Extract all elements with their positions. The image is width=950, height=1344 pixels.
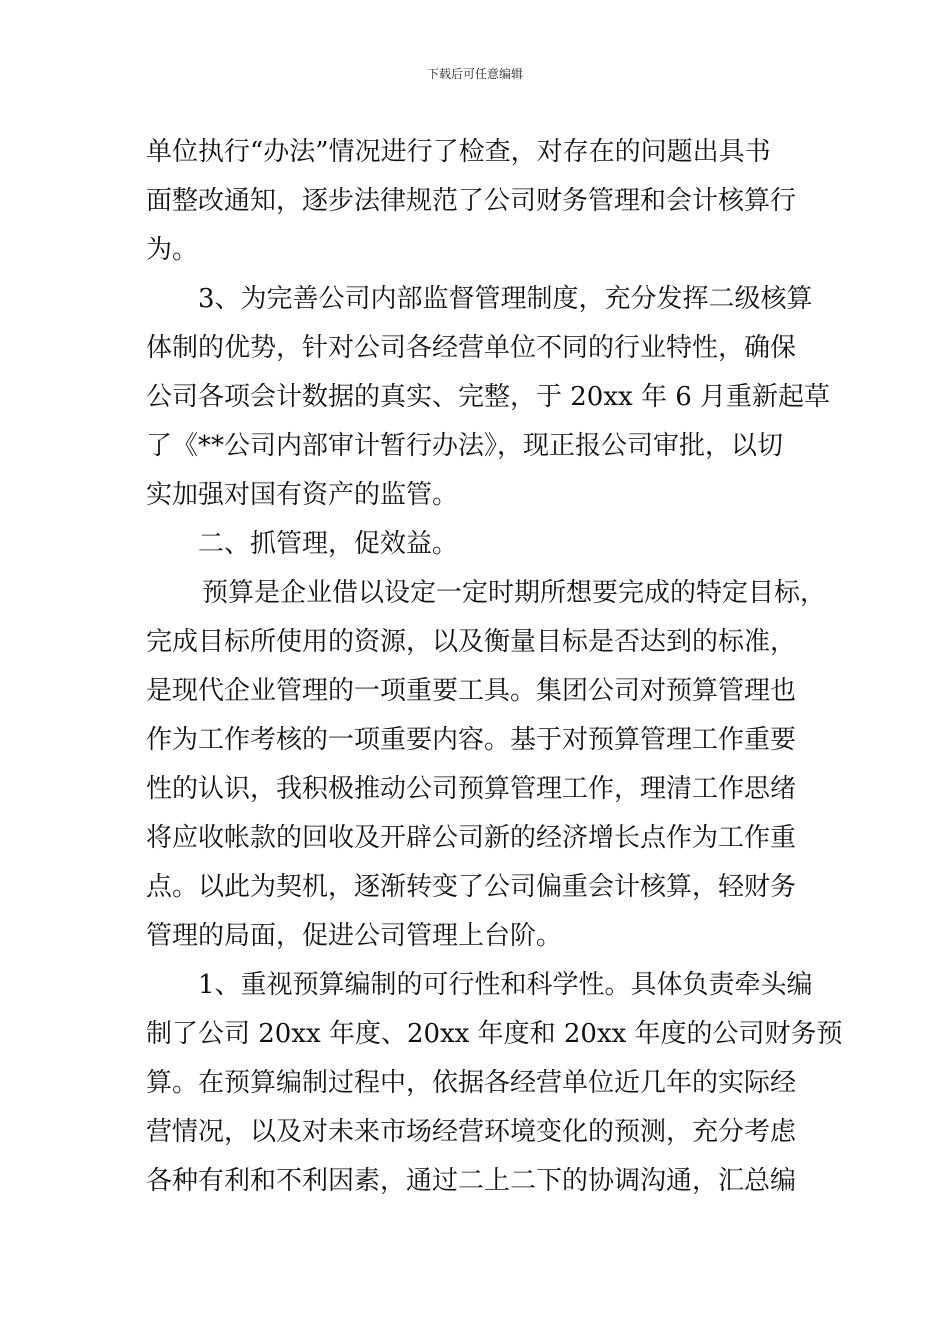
text-line: 3、为完善公司内部监督管理制度，充分发挥二级核算 — [198, 284, 813, 314]
text-line: 为。 — [146, 235, 199, 265]
text-line: 营情况，以及对未来市场经营环境变化的预测，充分考虑 — [146, 1117, 797, 1147]
text-line: 各种有利和不利因素，通过二上二下的协调沟通，汇总编 — [146, 1166, 797, 1196]
page-header: 下载后可任意编辑 — [426, 67, 523, 81]
text-line: 体制的优势，针对公司各经营单位不同的行业特性，确保 — [146, 333, 797, 363]
text-line: 性的认识，我积极推动公司预算管理工作，理清工作思绪 — [146, 774, 797, 804]
text-line: 单位执行“办法”情况进行了检查，对存在的问题出具书 — [146, 137, 771, 167]
text-line: 制了公司 20xx 年度、20xx 年度和 20xx 年度的公司财务预 — [146, 1019, 843, 1049]
text-line: 作为工作考核的一项重要内容。基于对预算管理工作重要 — [146, 725, 797, 755]
text-line: 管理的局面，促进公司管理上台阶。 — [146, 921, 563, 951]
text-line: 完成目标所使用的资源，以及衡量目标是否达到的标准， — [146, 627, 797, 657]
text-line: 面整改通知，逐步法律规范了公司财务管理和会计核算行 — [146, 186, 797, 216]
text-line: 公司各项会计数据的真实、完整，于 20xx 年 6 月重新起草 — [146, 382, 831, 412]
text-line: 点。以此为契机，逐渐转变了公司偏重会计核算，轻财务 — [146, 872, 797, 902]
text-line: 将应收帐款的回收及开辟公司新的经济增长点作为工作重 — [146, 823, 797, 853]
text-line: 是现代企业管理的一项重要工具。集团公司对预算管理也 — [146, 676, 797, 706]
text-line: 实加强对国有资产的监管。 — [146, 480, 459, 510]
text-line: 1、重视预算编制的可行性和科学性。具体负责牵头编 — [198, 970, 813, 1000]
text-line: 了《**公司内部审计暂行办法》，现正报公司审批，以切 — [146, 431, 784, 461]
text-line: 预算是企业借以设定一定时期所想要完成的特定目标， — [202, 578, 827, 608]
document-body — [146, 128, 843, 1206]
text-line: 算。在预算编制过程中，依据各经营单位近几年的实际经 — [146, 1068, 797, 1098]
section-heading: 二、抓管理，促效益。 — [198, 529, 459, 559]
